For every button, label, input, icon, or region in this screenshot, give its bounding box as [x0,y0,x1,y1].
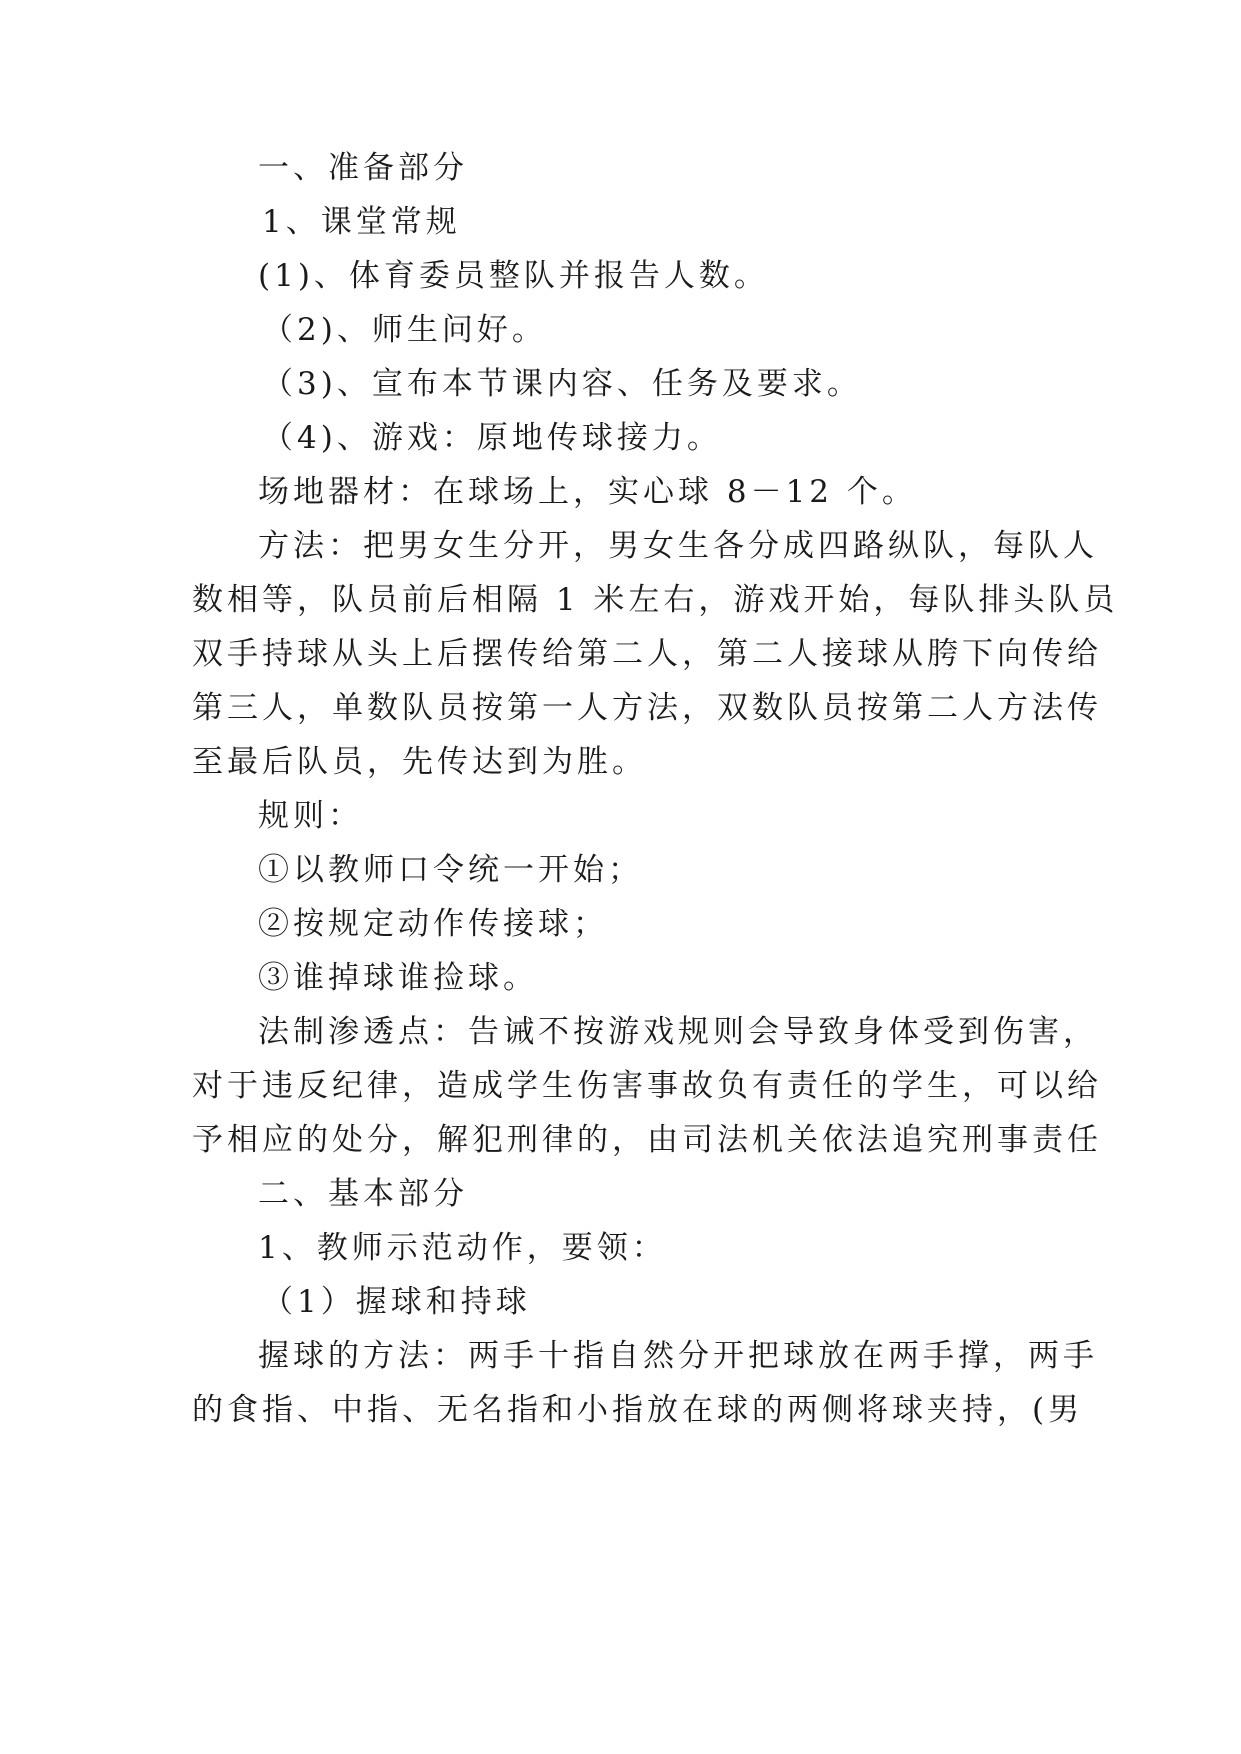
paragraph-line: 方法：把男女生分开，男女生各分成四路纵队，每队人 [258,528,1098,564]
section-heading: 一、准备部分 [258,150,468,186]
paragraph-line: 法制渗透点：告诫不按游戏规则会导致身体受到伤害， [258,1014,1098,1050]
paragraph-line: 握球的方法：两手十指自然分开把球放在两手撑，两手 [258,1338,1098,1374]
paragraph-line: 的食指、中指、无名指和小指放在球的两侧将球夹持，(男 [192,1392,1084,1428]
list-item: （1）握球和持球 [262,1284,531,1320]
subsection-heading: 1、教师示范动作，要领： [258,1230,667,1266]
rule-item: ③谁掉球谁捡球。 [258,960,538,996]
list-item: （2)、师生问好。 [262,312,547,348]
paragraph-line: 对于违反纪律，造成学生伤害事故负有责任的学生，可以给 [192,1068,1102,1104]
list-item: （3)、宣布本节课内容、任务及要求。 [262,366,862,402]
paragraph-line: 第三人，单数队员按第一人方法，双数队员按第二人方法传 [192,690,1102,726]
paragraph-line: 予相应的处分，解犯刑律的，由司法机关依法追究刑事责任 [192,1122,1102,1158]
subsection-heading: 1、课堂常规 [262,204,461,240]
paragraph-line: 场地器材：在球场上，实心球 8－12 个。 [258,474,917,510]
paragraph-line: 规则： [258,798,363,834]
paragraph-line: 双手持球从头上后摆传给第二人，第二人接球从胯下向传给 [192,636,1102,672]
list-item: (1)、体育委员整队并报告人数。 [258,258,769,294]
paragraph-line: 至最后队员，先传达到为胜。 [192,744,647,780]
rule-item: ②按规定动作传接球； [258,906,608,942]
list-item: （4)、游戏：原地传球接力。 [262,420,722,456]
section-heading: 二、基本部分 [258,1176,468,1212]
paragraph-line: 数相等，队员前后相隔 1 米左右，游戏开始，每队排头队员 [192,582,1119,618]
rule-item: ①以教师口令统一开始； [258,852,643,888]
